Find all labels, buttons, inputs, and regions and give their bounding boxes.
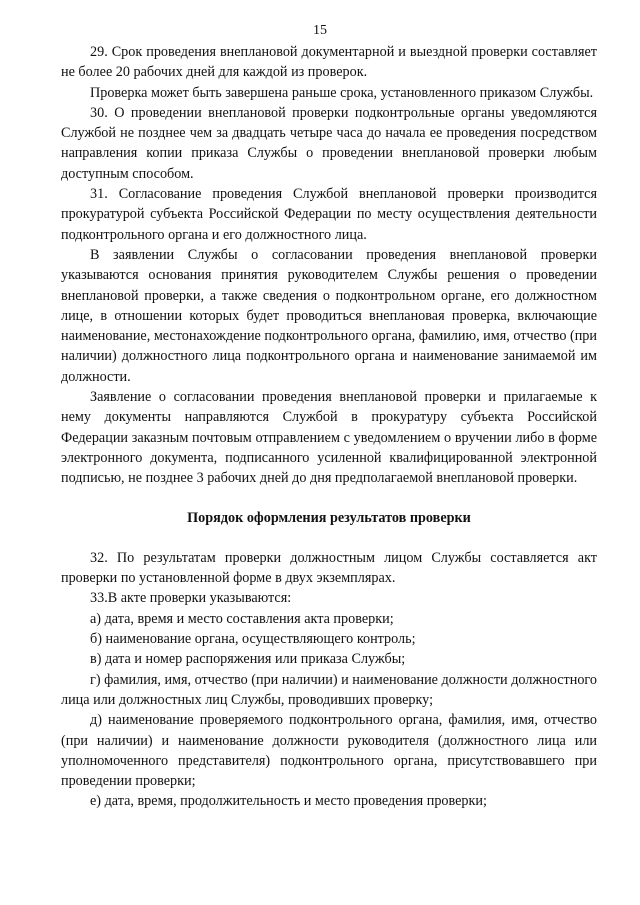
list-item-b: б) наименование органа, осуществляющего контроль; — [90, 631, 416, 648]
list-item-a: а) дата, время и место составления акта проверки; — [90, 610, 394, 627]
section-heading: Порядок оформления результатов проверки — [187, 509, 471, 526]
paragraph-29: 29. Срок проведения внеплановой документарной и выездной проверки составляет не более 20 рабочих дней для каждой из проверок. — [61, 44, 597, 81]
paragraph-31: 31. Согласование проведения Службой внеплановой проверки производится прокуратурой субъекта Российской Федерации по месту осуществления деятельности подконтрольного органа и его должностного лица. — [61, 186, 597, 243]
paragraph-30: 30. О проведении внеплановой проверки подконтрольные органы уведомляются Службой не позднее чем за двадцать четыре часа до начала ее проведения посредством направления копии приказа Службы о проведении внеплановой проверки любым доступным способом. — [61, 104, 597, 182]
paragraph-application-delivery: Заявление о согласовании проведения внеплановой проверки и прилагаемые к нему документы направляются Службой в прокуратуру субъекта Российской Федерации заказным почтовым отправлением с уведомлением о вручении либо в форме электронного документа, подписанного усиленной квалифицированной электронной подписью, не позднее 3 рабочих дней до дня предполагаемой внеплановой проверки. — [61, 389, 597, 487]
list-item-g: г) фамилия, имя, отчество (при наличии) и наименование должности должностного лица или должностных лиц Службы, проводивших проверку; — [61, 671, 597, 708]
paragraph-32: 32. По результатам проверки должностным лицом Службы составляется акт проверки по установленной форме в двух экземплярах. — [61, 549, 597, 587]
paragraph-33: 33.В акте проверки указываются: — [90, 590, 292, 607]
list-item-d: д) наименование проверяемого подконтрольного органа, фамилия, имя, отчество (при наличии) и наименование должности руководителя (должностного лица или уполномоченного представителя) подконтрольного органа, присутствовавшего при проведении проверки; — [61, 712, 597, 790]
paragraph-early-completion: Проверка может быть завершена раньше срока, установленного приказом Службы. — [90, 84, 594, 101]
page-number: 15 — [313, 23, 327, 38]
list-item-v: в) дата и номер распоряжения или приказа Службы; — [90, 651, 406, 668]
paragraph-application-content: В заявлении Службы о согласовании проведения внеплановой проверки указываются основания принятия руководителем Службы решения о проведении внеплановой проверки, а также сведения о подконтрольном органе, его должностном лице, в отношении которых будет проводиться внеплановая проверка, включающие наименование, местонахождение подконтрольного органа, фамилию, имя, отчество (при наличии) должностного лица подконтрольного органа и наименование занимаемой им должности. — [61, 246, 597, 385]
document-body — [61, 42, 597, 812]
list-item-e: е) дата, время, продолжительность и место проведения проверки; — [90, 793, 487, 810]
